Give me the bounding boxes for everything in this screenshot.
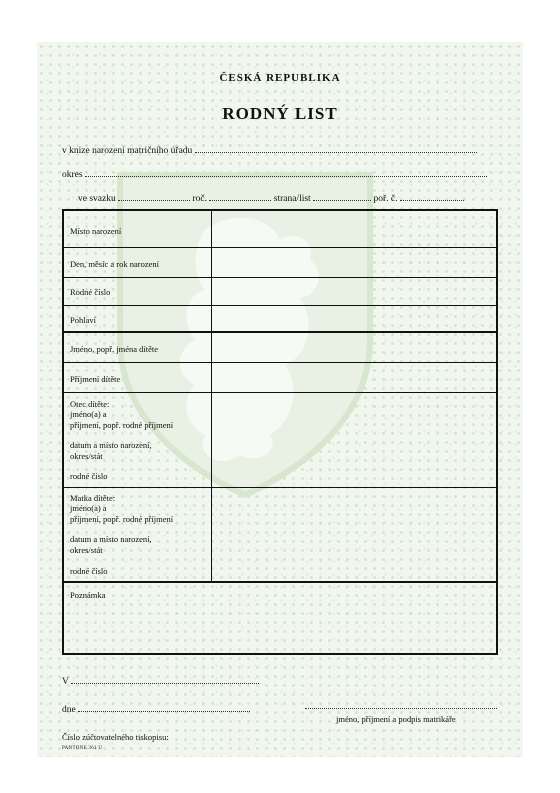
note-field[interactable] [64, 585, 496, 653]
book-line [62, 143, 477, 156]
date-field[interactable] [78, 702, 250, 712]
date-line [62, 702, 250, 715]
page-field[interactable] [313, 191, 371, 201]
birthdate-label: Den, měsíc a rok narození [70, 259, 159, 269]
row-mother[interactable] [64, 488, 496, 583]
form-number-label: Číslo zúčtovatelného tiskopisu: [62, 732, 169, 742]
volume-line [78, 191, 464, 204]
place-field[interactable] [71, 674, 259, 684]
row-birthplace[interactable] [64, 211, 496, 248]
mother-birth-label: datum a místo narození, [70, 534, 152, 544]
page-label: strana/list [273, 194, 311, 204]
birth-record-table [62, 209, 498, 655]
signature-field[interactable] [305, 708, 497, 709]
father-surname-label: příjmení, popř. rodné příjmení [70, 420, 174, 430]
year-field[interactable] [209, 191, 271, 201]
father-birth-number-label: rodné číslo [70, 471, 108, 481]
father-birth-label: datum a místo narození, [70, 440, 152, 450]
row-birth-number[interactable] [64, 278, 496, 306]
sex-label: Pohlaví [70, 315, 96, 325]
book-label: v knize narození matričního úřadu [62, 146, 193, 156]
mother-surname-label: příjmení, popř. rodné příjmení [70, 514, 174, 524]
row-birthdate[interactable] [64, 248, 496, 278]
date-label: dne [62, 705, 76, 715]
volume-field[interactable] [118, 191, 190, 201]
district-line [62, 167, 487, 180]
volume-label: ve svazku [78, 194, 116, 204]
child-surname-label: Příjmení dítěte [70, 374, 121, 384]
child-names-label: Jméno, popř. jména dítěte [70, 344, 159, 354]
country-heading: ČESKÁ REPUBLIKA [219, 72, 341, 84]
district-label: okres [62, 170, 83, 180]
year-label: roč. [192, 194, 207, 204]
book-field[interactable] [195, 143, 477, 153]
row-sex[interactable] [64, 306, 496, 333]
document-title: RODNÝ LIST [222, 104, 338, 123]
father-district-label: okres/stát [70, 451, 103, 461]
pantone-code: PANTONE 361 U [62, 746, 103, 751]
row-father[interactable] [64, 393, 496, 488]
father-names-label: jméno(a) a [70, 409, 107, 419]
row-child-names[interactable] [64, 333, 496, 363]
order-label: poř. č. [373, 194, 398, 204]
birth-number-label: Rodné číslo [70, 287, 111, 297]
place-label: V [62, 677, 69, 687]
father-title: Otec dítěte: [70, 399, 110, 409]
mother-birth-number-label: rodné číslo [70, 566, 108, 576]
birthplace-label: Místo narození [70, 226, 122, 236]
order-field[interactable] [400, 191, 464, 201]
mother-district-label: okres/stát [70, 545, 103, 555]
district-field[interactable] [85, 167, 487, 177]
row-child-surname[interactable] [64, 363, 496, 393]
note-label: Poznámka [70, 590, 106, 600]
place-line [62, 674, 259, 687]
signature-label: jméno, příjmení a podpis matrikáře [336, 714, 456, 724]
mother-names-label: jméno(a) a [70, 503, 107, 513]
mother-title: Matka dítěte: [70, 493, 116, 503]
